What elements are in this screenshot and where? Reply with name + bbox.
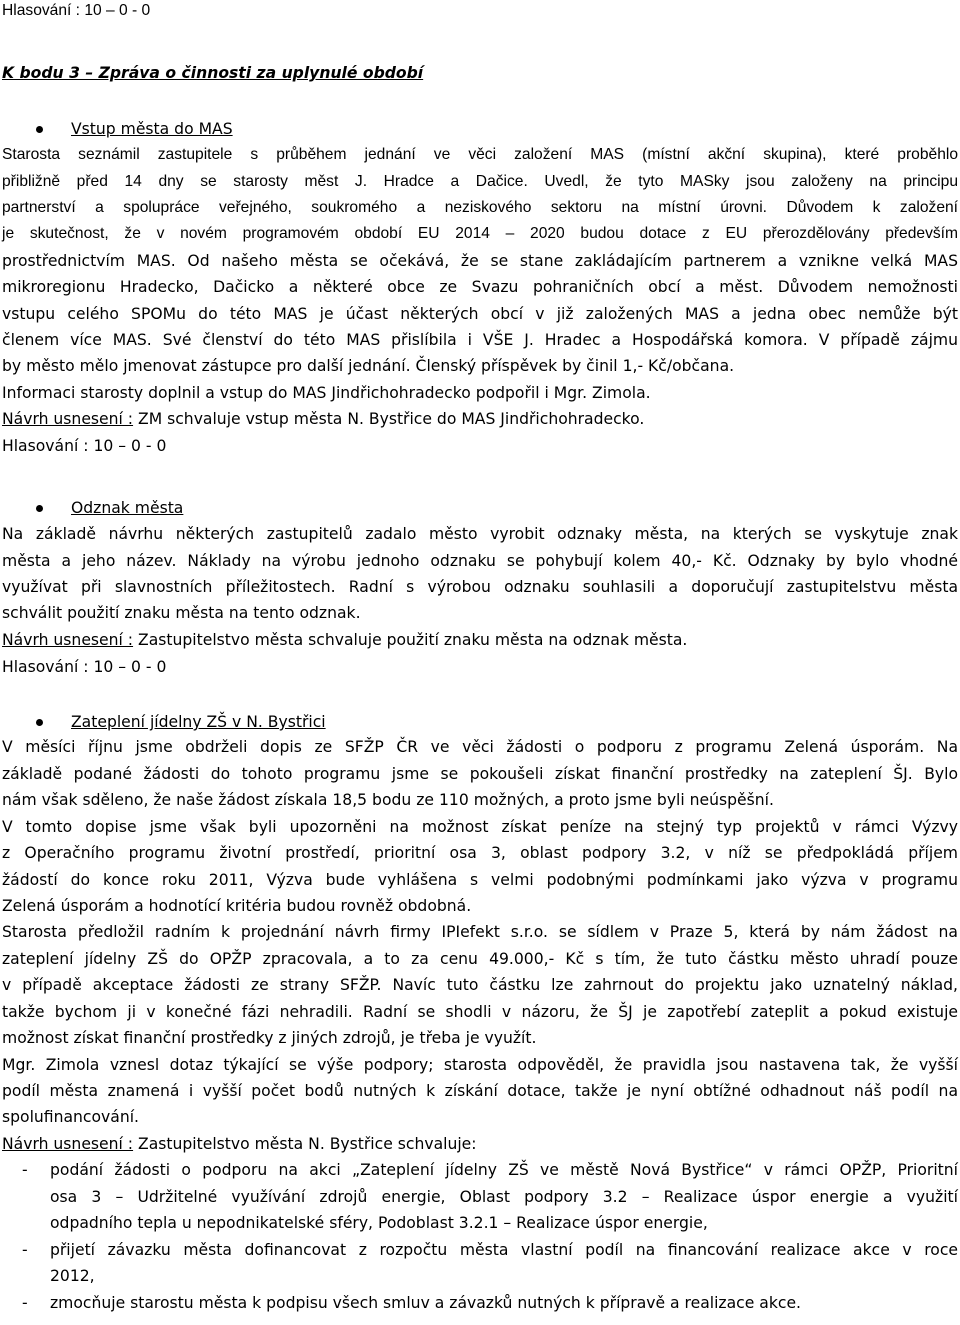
text-line: by město mělo jmenovat zástupce pro další jednání. Členský příspěvek by činil 1,- Kč/občana. — [2, 357, 735, 375]
text-line: zateplení jídelny ZŠ do OPŽP zpracovala, a to za cenu 49.000,- Kč s tím, že tuto částku město uhradí pouze — [2, 950, 958, 968]
text-line: v případě akceptace žádosti ze strany SFŽP. Navíc tuto částku lze zahrnout do projektu jako uznatelný náklad, — [2, 976, 958, 994]
text-line: V měsíci říjnu jsme obdrželi dopis ze SFŽP ČR ve věci žádosti o podporu z programu Zelená úsporám. Na — [2, 738, 958, 756]
resolution-line — [2, 1134, 477, 1154]
text-line: Na základě návrhu některých zastupitelů zadalo město vyrobit odznaky města, na kterých se vyskytuje znak — [2, 525, 958, 543]
list-item-line: podání žádosti o podporu na akci „Zateplení jídelny ZŠ ve městě Nová Bystřice“ v rámci OPŽP, Prioritní — [50, 1161, 958, 1179]
text-line: podíl města znamená i vyšší počet bodů nutných k získání dotace, takže je nyní obtížné odhadnout náš podíl na — [2, 1082, 958, 1100]
text-line: Hlasování : 10 – 0 - 0 — [2, 437, 167, 455]
text-line: členem více MAS. Své členství do této MAS přislíbila i VŠE J. Hradec a Hospodářská komora. V případě zájmu — [2, 331, 958, 349]
text-line: Informaci starosty doplnil a vstup do MAS Jindřichohradecko podpořil i Mgr. Zimola. — [2, 384, 651, 402]
text-line: vstupu celého SPOMu do této MAS je účast některých obcí v již založených MAS a jedna obec nemůže být — [2, 305, 958, 323]
text-line: Mgr. Zimola vznesl dotaz týkající se výše podpory; starosta odpověděl, že pravidla jsou nastavena tak, že vyšší — [2, 1056, 958, 1074]
dash-marker: - — [22, 1241, 28, 1259]
text-line: Zelená úsporám a hodnotící kritéria budou rovněž obdobná. — [2, 897, 472, 915]
resolution-label: Návrh usnesení : — [2, 631, 134, 649]
bullet-icon — [36, 719, 43, 726]
bullet-icon — [36, 126, 43, 133]
section-heading: K bodu 3 – Zpráva o činnosti za uplynulé období — [2, 64, 424, 82]
text-line: Starosta seznámil zastupitele s průběhem jednání ve věci založení MAS (místní akční skupina), které proběhlo — [2, 146, 958, 163]
text-line: partnerství a spolupráce veřejného, soukromého a neziskového sektoru na místní úrovni. Důvodem k založení — [2, 199, 958, 216]
text-line: žádostí do konce roku 2011, Výzva bude vyhlášena s velmi podobnými podmínkami jako výzva v programu — [2, 871, 958, 889]
list-item-line: zmocňuje starostu města k podpisu všech smluv a závazků nutných k přípravě a realizace akce. — [50, 1294, 802, 1312]
resolution-line — [2, 409, 644, 429]
text-line: možnost získat finanční prostředky z jiných zdrojů, je třeba je využít. — [2, 1029, 537, 1047]
text-line: prostřednictvím MAS. Od našeho města se očekává, že se stane zakládajícím partnerem a vznikne velká MAS — [2, 252, 958, 270]
list-item-line: osa 3 – Udržitelné využívání zdrojů energie, Oblast podpory 3.2 – Realizace úspor energie a využití — [50, 1188, 958, 1206]
text-line: spolufinancování. — [2, 1108, 139, 1126]
text-line: základě podané žádosti do tohoto programu jsme se pokoušeli získat finanční prostředky na zateplení ŠJ. Bylo — [2, 765, 958, 783]
text-line: Hlasování : 10 – 0 - 0 — [2, 2, 151, 19]
text-line: takže bychom ji v konečné fázi nehradili. Radní se shodli v názoru, že ŠJ je zapotřebí zateplit a pokud existuje — [2, 1003, 958, 1021]
text-line: Odznak města — [71, 499, 184, 517]
text-line: Hlasování : 10 – 0 - 0 — [2, 658, 167, 676]
dash-marker: - — [22, 1294, 28, 1312]
list-item-line: přijetí závazku města dofinancovat z rozpočtu města vlastní podíl na financování realizace akce v roce — [50, 1241, 958, 1259]
text-line: nám však sděleno, že naše žádost získala 18,5 bodu ze 110 možných, a proto jsme byli neúspěšní. — [2, 791, 774, 809]
text-line: z Operačního programu životní prostředí, prioritní osa 3, oblast podpory 3.2, v níž se předpokládá příjem — [2, 844, 958, 862]
text-line: schválit použití znaku města na tento odznak. — [2, 604, 361, 622]
text-line: V tomto dopise jsme však byli upozorněni na možnost získat peníze na stejný typ projektů v rámci Výzvy — [2, 818, 958, 836]
bullet-icon — [36, 505, 43, 512]
resolution-text: Zastupitelstvo města schvaluje použití znaku města na odznak města. — [133, 631, 688, 649]
text-line: Zateplení jídelny ZŠ v N. Bystřici — [71, 713, 326, 731]
text-line: Vstup města do MAS — [71, 120, 233, 138]
resolution-label: Návrh usnesení : — [2, 410, 134, 428]
resolution-text: ZM schvaluje vstup města N. Bystřice do MAS Jindřichohradecko. — [133, 410, 645, 428]
resolution-line — [2, 630, 687, 650]
resolution-text: Zastupitelstvo města N. Bystřice schvaluje: — [133, 1135, 477, 1153]
text-line: přibližně před 14 dny se starosty měst J. Hradce a Dačice. Uvedl, že tyto MASky jsou založeny na principu — [2, 173, 958, 190]
text-line: je skutečnost, že v novém programovém období EU 2014 – 2020 budou dotace z EU přerozdělovány především — [2, 225, 958, 242]
text-line: mikroregionu Hradecko, Dačicko a některé obce ze Svazu pohraničních obcí a měst. Důvodem nemožnosti — [2, 278, 958, 296]
list-item-line: 2012, — [50, 1267, 95, 1285]
text-line: Starosta předložil radním k projednání návrh firmy IPIefekt s.r.o. se sídlem v Praze 5, která by nám žádost na — [2, 923, 958, 941]
text-line: města a jeho název. Náklady na výrobu jednoho odznaku se pohybují kolem 40,- Kč. Odznaky by bylo vhodné — [2, 552, 958, 570]
text-line: využívat při slavnostních příležitostech. Radní s výrobou odznaku souhlasili a doporučují zastupitelstvu města — [2, 578, 958, 596]
list-item-line: odpadního tepla u nepodnikatelské sféry, Podoblast 3.2.1 – Realizace úspor energie, — [50, 1214, 708, 1232]
resolution-label: Návrh usnesení : — [2, 1135, 134, 1153]
dash-marker: - — [22, 1161, 28, 1179]
